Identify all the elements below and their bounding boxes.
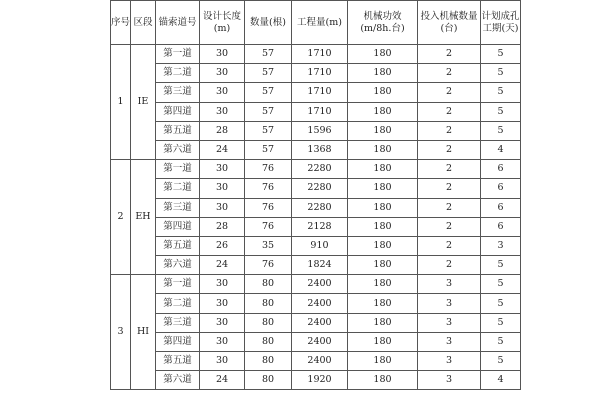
anchor-row-cell: 第三道 [156,198,200,217]
machine-count-cell: 3 [418,275,481,294]
planned-days-cell: 5 [481,83,521,102]
machine-count-cell: 2 [418,83,481,102]
machine-efficiency-cell: 180 [348,102,418,121]
planned-days-cell: 5 [481,256,521,275]
anchor-row-cell: 第一道 [156,275,200,294]
design-length-cell: 30 [200,332,245,351]
anchor-row-cell: 第五道 [156,121,200,140]
table-row [111,294,521,313]
quantity-cell: 57 [245,83,292,102]
work-amount-cell: 1710 [292,102,348,121]
design-length-cell: 30 [200,45,245,64]
design-length-cell: 30 [200,102,245,121]
machine-count-cell: 2 [418,64,481,83]
table-row [111,102,521,121]
quantity-cell: 80 [245,371,292,390]
table-body [111,45,521,390]
table-row [111,45,521,64]
section-cell: HI [131,275,156,390]
machine-count-cell: 3 [418,371,481,390]
anchor-construction-schedule-table [110,0,521,390]
anchor-row-cell: 第四道 [156,217,200,236]
header-design-length: 设计长度(m) [200,1,245,45]
header-machine-count: 投入机械数量(台) [418,1,481,45]
design-length-cell: 30 [200,64,245,83]
design-length-cell: 30 [200,294,245,313]
section-cell: IE [131,45,156,160]
design-length-cell: 28 [200,217,245,236]
planned-days-cell: 5 [481,64,521,83]
work-amount-cell: 1710 [292,64,348,83]
planned-days-cell: 3 [481,236,521,255]
work-amount-cell: 2400 [292,275,348,294]
quantity-cell: 57 [245,121,292,140]
machine-count-cell: 2 [418,140,481,159]
design-length-cell: 30 [200,352,245,371]
table-row [111,256,521,275]
table-row [111,140,521,159]
header-anchor-row: 锚索道号 [156,1,200,45]
machine-efficiency-cell: 180 [348,83,418,102]
table-row [111,217,521,236]
work-amount-cell: 2280 [292,198,348,217]
header-quantity: 数量(根) [245,1,292,45]
machine-efficiency-cell: 180 [348,64,418,83]
machine-efficiency-cell: 180 [348,160,418,179]
anchor-row-cell: 第二道 [156,294,200,313]
machine-efficiency-cell: 180 [348,236,418,255]
table-row [111,313,521,332]
planned-days-cell: 5 [481,275,521,294]
planned-days-cell: 6 [481,217,521,236]
quantity-cell: 76 [245,160,292,179]
header-planned-days: 计划成孔工期(天) [481,1,521,45]
design-length-cell: 30 [200,160,245,179]
work-amount-cell: 1824 [292,256,348,275]
table-row [111,236,521,255]
design-length-cell: 30 [200,198,245,217]
header-serial-no: 序号 [111,1,131,45]
serial-no-cell: 3 [111,275,131,390]
work-amount-cell: 1596 [292,121,348,140]
quantity-cell: 80 [245,313,292,332]
machine-count-cell: 2 [418,102,481,121]
header-section: 区段 [131,1,156,45]
work-amount-cell: 2280 [292,179,348,198]
header-machine-efficiency: 机械功效(m/8h.台) [348,1,418,45]
table-row [111,332,521,351]
machine-efficiency-cell: 180 [348,140,418,159]
quantity-cell: 80 [245,294,292,313]
design-length-cell: 24 [200,371,245,390]
machine-efficiency-cell: 180 [348,179,418,198]
machine-count-cell: 2 [418,217,481,236]
work-amount-cell: 2400 [292,313,348,332]
machine-efficiency-cell: 180 [348,352,418,371]
planned-days-cell: 6 [481,160,521,179]
quantity-cell: 80 [245,352,292,371]
anchor-row-cell: 第三道 [156,83,200,102]
quantity-cell: 80 [245,275,292,294]
machine-efficiency-cell: 180 [348,371,418,390]
anchor-row-cell: 第四道 [156,332,200,351]
planned-days-cell: 6 [481,198,521,217]
machine-count-cell: 2 [418,198,481,217]
section-cell: EH [131,160,156,275]
table-row [111,83,521,102]
design-length-cell: 24 [200,256,245,275]
anchor-row-cell: 第六道 [156,256,200,275]
machine-efficiency-cell: 180 [348,275,418,294]
table-row [111,275,521,294]
machine-efficiency-cell: 180 [348,294,418,313]
anchor-row-cell: 第五道 [156,352,200,371]
work-amount-cell: 2400 [292,332,348,351]
table-row [111,371,521,390]
work-amount-cell: 2400 [292,352,348,371]
machine-efficiency-cell: 180 [348,332,418,351]
anchor-row-cell: 第四道 [156,102,200,121]
anchor-row-cell: 第六道 [156,371,200,390]
quantity-cell: 80 [245,332,292,351]
machine-efficiency-cell: 180 [348,313,418,332]
header-work-amount: 工程量(m) [292,1,348,45]
serial-no-cell: 1 [111,45,131,160]
machine-count-cell: 2 [418,160,481,179]
machine-efficiency-cell: 180 [348,217,418,236]
quantity-cell: 76 [245,179,292,198]
anchor-row-cell: 第二道 [156,179,200,198]
table-row [111,64,521,83]
quantity-cell: 57 [245,102,292,121]
machine-count-cell: 2 [418,45,481,64]
table-header-row [111,1,521,45]
planned-days-cell: 4 [481,140,521,159]
table-row [111,198,521,217]
anchor-row-cell: 第一道 [156,160,200,179]
machine-count-cell: 3 [418,332,481,351]
quantity-cell: 76 [245,198,292,217]
anchor-row-cell: 第六道 [156,140,200,159]
table-row [111,160,521,179]
quantity-cell: 57 [245,64,292,83]
anchor-row-cell: 第一道 [156,45,200,64]
machine-count-cell: 3 [418,313,481,332]
machine-count-cell: 2 [418,236,481,255]
quantity-cell: 57 [245,140,292,159]
design-length-cell: 24 [200,140,245,159]
planned-days-cell: 6 [481,179,521,198]
work-amount-cell: 1710 [292,45,348,64]
machine-count-cell: 2 [418,256,481,275]
machine-efficiency-cell: 180 [348,198,418,217]
design-length-cell: 30 [200,179,245,198]
work-amount-cell: 1710 [292,83,348,102]
planned-days-cell: 5 [481,102,521,121]
quantity-cell: 76 [245,217,292,236]
table-row [111,121,521,140]
design-length-cell: 26 [200,236,245,255]
quantity-cell: 35 [245,236,292,255]
anchor-row-cell: 第二道 [156,64,200,83]
design-length-cell: 30 [200,313,245,332]
planned-days-cell: 5 [481,332,521,351]
quantity-cell: 76 [245,256,292,275]
table-row [111,179,521,198]
work-amount-cell: 2400 [292,294,348,313]
design-length-cell: 28 [200,121,245,140]
work-amount-cell: 2128 [292,217,348,236]
table-row [111,352,521,371]
machine-efficiency-cell: 180 [348,121,418,140]
planned-days-cell: 5 [481,45,521,64]
work-amount-cell: 1368 [292,140,348,159]
anchor-row-cell: 第五道 [156,236,200,255]
serial-no-cell: 2 [111,160,131,275]
planned-days-cell: 5 [481,352,521,371]
design-length-cell: 30 [200,275,245,294]
planned-days-cell: 5 [481,294,521,313]
quantity-cell: 57 [245,45,292,64]
machine-efficiency-cell: 180 [348,45,418,64]
design-length-cell: 30 [200,83,245,102]
anchor-row-cell: 第三道 [156,313,200,332]
planned-days-cell: 4 [481,371,521,390]
schedule-table-container [110,0,521,390]
machine-count-cell: 2 [418,121,481,140]
machine-count-cell: 2 [418,179,481,198]
work-amount-cell: 910 [292,236,348,255]
planned-days-cell: 5 [481,313,521,332]
work-amount-cell: 2280 [292,160,348,179]
work-amount-cell: 1920 [292,371,348,390]
machine-efficiency-cell: 180 [348,256,418,275]
machine-count-cell: 3 [418,294,481,313]
planned-days-cell: 5 [481,121,521,140]
machine-count-cell: 3 [418,352,481,371]
